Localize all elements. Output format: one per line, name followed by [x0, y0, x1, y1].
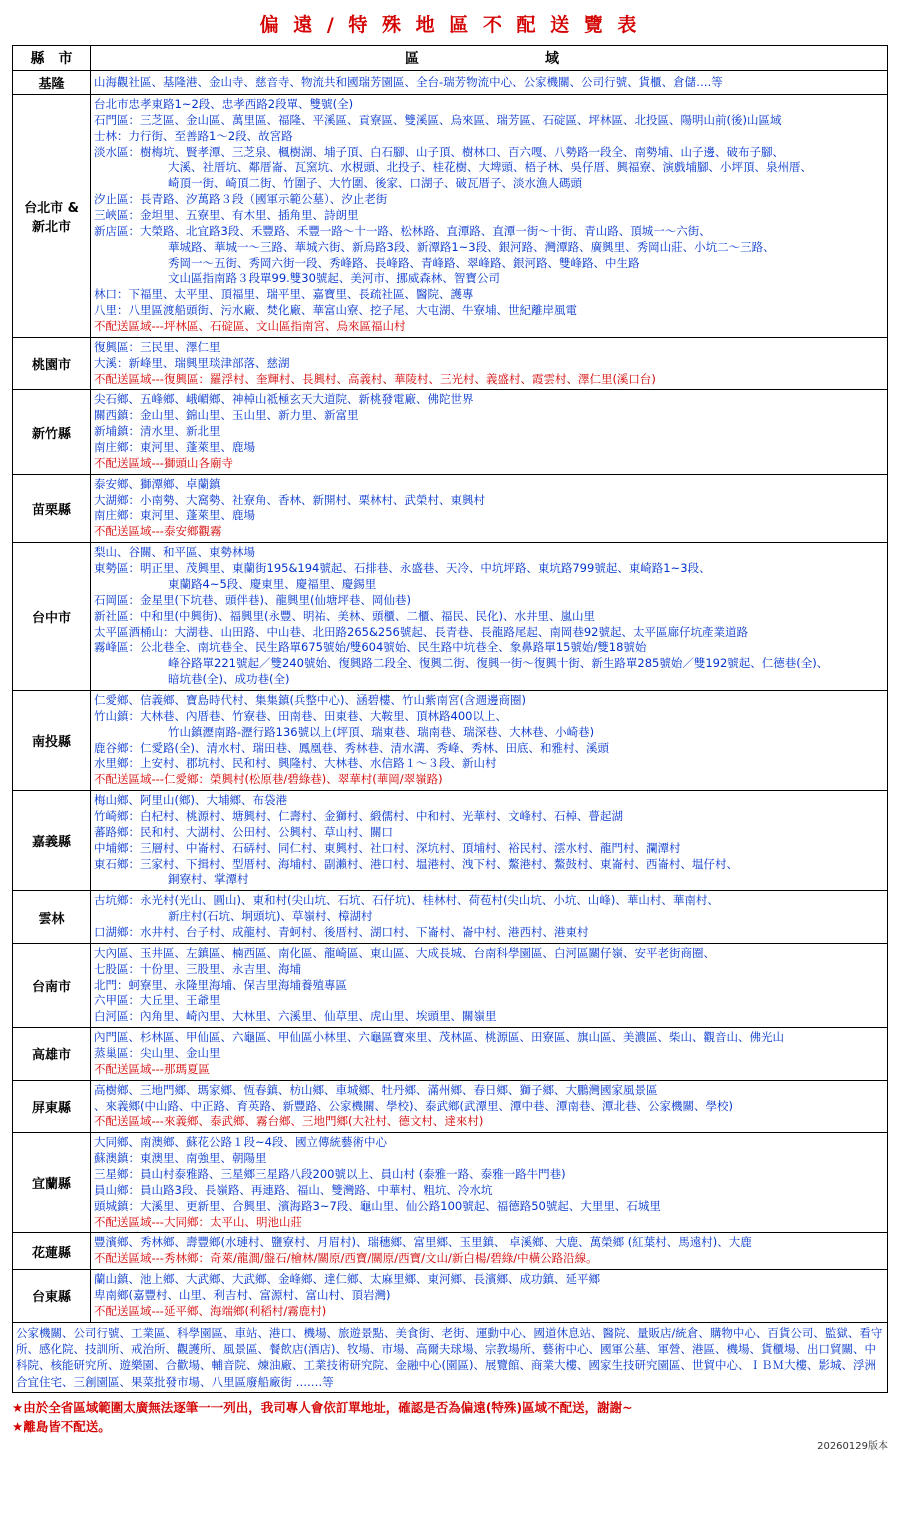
area-line: 南庄鄉：東河里、蓬萊里、鹿場 [94, 440, 255, 455]
area-line: 不配送區域---秀林鄉：奇萊/龍澗/盤石/檜林/關原/西寶/關原/西寶/文山/新白楊/碧綠/中橫公路沿線。 [94, 1251, 598, 1266]
row-city: 苗栗縣 [13, 474, 91, 542]
area-line: 大同鄉、南澳鄉、蘇花公路１段~4段、國立傳統藝術中心 [94, 1135, 387, 1150]
row-city: 高雄市 [13, 1028, 91, 1081]
area-line: 北門：蚵寮里、永隆里海埔、保吉里海埔養殖專區 [94, 977, 347, 992]
area-line: 大溪：新峰里、瑞興里琰津部落、慈湖 [94, 355, 290, 370]
area-line: 白河區：內角里、崎內里、大林里、六溪里、仙草里、虎山里、埃頭里、關嶺里 [94, 1009, 497, 1024]
area-line: 中埔鄉：三層村、中崙村、石硦村、同仁村、東興村、社口村、深坑村、頂埔村、裕民村、澐水村、龍門村、瀾潭村 [94, 840, 681, 855]
table-row [13, 95, 888, 338]
table-footer [13, 1322, 888, 1392]
area-line: 高樹鄉、三地門鄉、瑪家鄉、恆春鎮、枋山鄉、車城鄉、牡丹鄉、滿州鄉、春日鄉、獅子鄉、大鵬灣國家風景區 [94, 1082, 658, 1097]
area-line: 關西鎮：金山里、錦山里、玉山里、新力里、新富里 [94, 408, 359, 423]
area-line: 八里：八里區渡船頭街、污水廠、焚化廠、華富山寮、挖子尾、大屯湖、牛寮埔、世紀離岸風電 [94, 303, 577, 318]
table-row [13, 891, 888, 944]
row-city: 台南市 [13, 943, 91, 1027]
row-city: 桃園市 [13, 337, 91, 390]
table-row [13, 1270, 888, 1323]
row-area [91, 1028, 888, 1081]
area-line: 蘇澳鎮：東澳里、南強里、朝陽里 [94, 1151, 267, 1166]
header-city: 縣 市 [13, 46, 91, 71]
area-line: 、來義鄉(中山路、中正路、育英路、新豐路、公家機關、學校)、泰武鄉(武潭里、潭中巷、潭南巷、潭北巷、公家機關、學校) [94, 1098, 733, 1113]
area-line: 蕃路鄉：民和村、大湖村、公田村、公興村、草山村、關口 [94, 824, 393, 839]
area-line: 霧峰區：公北巷全、南坑巷全、民生路單675號始/雙604號始、民生路中坑巷全、象鼻路單15號始/雙18號始 [94, 640, 647, 655]
area-line: 員山鄉：員山路3段、長嶺路、再連路、福山、雙灣路、中華村、粗坑、冷水坑 [94, 1182, 493, 1197]
area-line: 淡水區：樹梅坑、賢孝潭、三芝泉、楓樹湖、埔子頂、白石腳、山子頂、樹林口、百六嘎、八勢路一段全、南勢埔、山子邊、破布子腳、 [94, 144, 784, 159]
table-row [13, 1080, 888, 1133]
area-line: 秀岡一～五街、秀岡六街一段、秀峰路、長峰路、青峰路、翠峰路、銀河路、雙峰路、中生路 [168, 255, 640, 270]
row-city: 台中市 [13, 543, 91, 691]
row-city: 台北市 & 新北市 [13, 95, 91, 338]
row-area [91, 71, 888, 95]
area-line: 東石鄉：三家村、下揖村、型厝村、海埔村、副瀨村、港口村、塭港村、洩下村、鰲港村、鰲鼓村、東崙村、西崙村、塭仔村、 [94, 856, 738, 871]
area-line: 大溪、社厝坑、鄰厝崙、瓦窯坑、水梘頭、北投子、桂花樹、大埤頭、梧子林、吳仔厝、興福寮、演戲埔腳、小坪頂、泉州厝、 [168, 160, 812, 175]
table-row [13, 1028, 888, 1081]
area-line: 華城路、華城一～三路、華城六街、新烏路3段、新潭路1~3段、銀河路、灣潭路、廣興里、秀岡山莊、小坑二～三路、 [168, 239, 775, 254]
area-line: 竹崎鄉：白杞村、桃源村、塘興村、仁壽村、金獅村、緞儒村、中和村、光華村、文峰村、石棹、瞢起湖 [94, 808, 623, 823]
area-line: 不配送區域---來義鄉、泰武鄉、霧台鄉、三地門鄉(大社村、德文村、達來村) [94, 1114, 484, 1129]
header-area: 區 域 [91, 46, 888, 71]
area-line: 泰安鄉、獅潭鄉、卓蘭鎮 [94, 476, 221, 491]
row-city: 南投縣 [13, 690, 91, 790]
area-line: 崎頂一街、崎頂二街、竹圍子、大竹圍、後家、口湖子、破瓦厝子、淡水漁人碼頭 [168, 176, 582, 191]
footer-general-note: 公家機關、公司行號、工業區、科學園區、車站、港口、機場、旅遊景點、美食街、老街、運動中心、國道休息站、醫院、量販店/統倉、購物中心、百貨公司、監獄、看守所、感化院、技訓所、戒治所、觀護所、風景區、餐飲店(酒店)、牧場、市場、高爾夫球場、宗教場所、藝術中心、國軍公墓、軍營、港區、機場、貨櫃場、出口貿關、中科院、核能研究所、遊樂園、合歡場、輔音院、煉油廠、工業技術研究院、金融中心(園區)、展覽館、商業大樓、國家生技研究園區、世貿中心、ＩＢＭ大樓、影城、浮洲合宜住宅、三創園區、果菜批發市場、八里區廢船廠街 ….…等 [13, 1322, 888, 1392]
area-line: 太平區酒桶山：大湖巷、山田路、中山巷、北田路265&256號起、長青巷、長龍路尾起、南岡巷92號起、太平區廍仔坑產業道路 [94, 624, 748, 639]
area-line: 銅寮村、掌潭村 [168, 872, 249, 887]
row-area [91, 943, 888, 1027]
bottom-notes [12, 1399, 888, 1437]
area-line: 不配送區域---那瑪夏區 [94, 1061, 210, 1076]
row-area [91, 891, 888, 944]
row-city: 嘉義縣 [13, 791, 91, 891]
area-line: 暗坑巷(全)、成功巷(全) [168, 672, 290, 687]
table-row [13, 690, 888, 790]
area-line: 新庄村(石坑、坰頭坑)、草嶺村、樟湖村 [168, 909, 373, 924]
area-line: 不配送區域---坪林區、石碇區、文山區指南宮、烏來區福山村 [94, 319, 406, 334]
area-line: 梅山鄉、阿里山(鄉)、大埔鄉、布袋港 [94, 793, 287, 808]
area-line: 水里鄉：上安村、郡坑村、民和村、興隆村、大林巷、水信路１～３段、新山村 [94, 756, 497, 771]
area-line: 不配送區域---延平鄉、海端鄉(利稻村/霧鹿村) [94, 1303, 327, 1318]
row-city: 花蓮縣 [13, 1233, 91, 1270]
table-row [13, 543, 888, 691]
table-row [13, 791, 888, 891]
area-line: 新埔鎮：清水里、新北里 [94, 424, 221, 439]
area-line: 士林：力行街、至善路1～2段、故宮路 [94, 128, 293, 143]
area-line: 七股區：十份里、三股里、永吉里、海埔 [94, 961, 301, 976]
area-line: 南庄鄉：東河里、蓬萊里、鹿場 [94, 508, 255, 523]
row-city: 新竹縣 [13, 390, 91, 474]
area-line: 山海觀社區、基隆港、金山寺、慈音寺、物流共和國瑞芳園區、全台-瑞芳物流中心、公家機關、公司行號、貨櫃、倉儲….等 [94, 74, 723, 89]
row-area [91, 791, 888, 891]
row-city: 屏東縣 [13, 1080, 91, 1133]
area-line: 三星鄉：員山村泰雅路、三星鄉三星路八段200號以上、員山村 (泰雅一路、泰雅一路牛門巷) [94, 1167, 566, 1181]
area-line: 東勢區：明正里、茂興里、東蘭街195&194號起、石排巷、永盛巷、天冷、中坑坪路、東坑路799號起、東崎路1~3段、 [94, 561, 711, 576]
row-area [91, 95, 888, 338]
area-line: 不配送區域---泰安鄉觀霧 [94, 524, 222, 539]
area-line: 不配送區域---獅頭山各廟寺 [94, 455, 233, 470]
area-line: 內門區、杉林區、甲仙區、六龜區、甲仙區小林里、六龜區寶來里、茂林區、桃源區、田寮區、旗山區、美濃區、柴山、觀音山、佛光山 [94, 1030, 784, 1045]
row-area [91, 1233, 888, 1270]
row-city: 宜蘭縣 [13, 1133, 91, 1233]
footer-row [13, 1322, 888, 1392]
row-city: 基隆 [13, 71, 91, 95]
area-line: 不配送區域---大同鄉：太平山、明池山莊 [94, 1214, 302, 1229]
version-stamp-wrap [12, 1437, 888, 1452]
row-area [91, 390, 888, 474]
delivery-exclusion-table [12, 45, 888, 1393]
area-line: 古坑鄉：永光村(光山、圓山)、東和村(尖山坑、石坑、石仔坑)、桂林村、荷苞村(尖山坑、小坑、山峰)、華山村、華南村、 [94, 893, 719, 908]
area-line: 卑南鄉(嘉豐村、山里、利吉村、富源村、富山村、頂岩灣) [94, 1288, 391, 1303]
table-row [13, 71, 888, 95]
area-line: 三峽區：金坦里、五寮里、有木里、插角里、詩朗里 [94, 208, 359, 223]
area-line: 汐止區：長青路、汐萬路３段（國軍示範公墓）、汐止老街 [94, 192, 388, 207]
area-line: 尖石鄉、五峰鄉、峨嵋鄉、神棹山祗極玄天大道院、新桃發電廠、佛陀世界 [94, 392, 474, 407]
area-line: 新社區：中和里(中興街)、福興里(永豐、明祐、美林、頭櫃、二櫃、福民、民化)、水井里、嵐山里 [94, 608, 595, 623]
area-line: 石門區：三芝區、金山區、萬里區、福隆、平溪區、貢寮區、雙溪區、烏來區、瑞芳區、石碇區、坪林區、北投區、陽明山前(後)山區域 [94, 112, 782, 127]
row-area [91, 1133, 888, 1233]
area-line: 復興區：三民里、澤仁里 [94, 339, 221, 354]
row-area [91, 474, 888, 542]
area-line: 頭城鎮：大溪里、更新里、合興里、濱海路3~7段、龜山里、仙公路100號起、福德路50號起、大里里、石城里 [94, 1198, 661, 1213]
row-city: 雲林 [13, 891, 91, 944]
area-line: 石岡區：金星里(下坑巷、頭伴巷)、龍興里(仙塘坪巷、岡仙巷) [94, 592, 411, 607]
area-line: 豐濱鄉、秀林鄉、壽豐鄉(水璉村、鹽寮村、月眉村)、瑞穗鄉、富里鄉、玉里鎮、 卓溪鄉、大鹿、萬榮鄉 (紅葉村、馬遠村)、大鹿 [94, 1235, 752, 1250]
table-row [13, 943, 888, 1027]
table-row [13, 474, 888, 542]
area-line: 大湖鄉：小南勢、大窩勢、社寮角、香林、新開村、栗林村、武榮村、東興村 [94, 492, 485, 507]
area-line: 林口：下福里、太平里、頂福里、瑞平里、嘉寶里、長疏社區、醫院、護專 [94, 287, 474, 302]
area-line: 竹山鎮瀝南路-瀝行路136號以上(坪頂、瑞東巷、瑞南巷、瑞深巷、大林巷、小崎巷) [168, 724, 595, 739]
area-line: 峰谷路單221號起／雙240號始、復興路二段全、復興二街、復興一街～復興十街、新生路單285號始／雙192號起、仁德巷(全)、 [168, 656, 829, 671]
area-line: 新店區：大榮路、北宜路3段、禾豐路、禾豐一路～十一路、松林路、直潭路、直潭一街～十街、青山路、頂城一～六街、 [94, 223, 711, 238]
row-area [91, 1080, 888, 1133]
table-row [13, 390, 888, 474]
table-row [13, 1233, 888, 1270]
area-line: 不配送區域---仁愛鄉：榮興村(松原巷/碧綠巷)、翠華村(華岡/翠嶺路) [94, 772, 443, 787]
area-line: 蘭山鎮、池上鄉、大武鄉、大武鄉、金峰鄉、達仁鄉、太麻里鄉、東河鄉、長濱鄉、成功鎮、延平鄉 [94, 1272, 600, 1287]
area-line: 文山區指南路３段單99.雙30號起、美河市、挪威森林、智寶公司 [168, 271, 500, 286]
area-line: 鹿谷鄉：仁愛路(全)、清水村、瑞田巷、鳳凰巷、秀林巷、清水溝、秀峰、秀林、田底、和雅村、溪頭 [94, 740, 609, 755]
row-area [91, 1270, 888, 1323]
area-line: 蒸巢區：尖山里、金山里 [94, 1045, 221, 1060]
area-line: 仁愛鄉、信義鄉、寶島時代村、集集鎮(兵整中心)、涵碧樓、竹山紫南宮(含週邊商圈) [94, 692, 526, 707]
row-area [91, 690, 888, 790]
table-row [13, 1133, 888, 1233]
area-line: 不配送區域---復興區：羅浮村、奎輝村、長興村、高義村、華陵村、三光村、義盛村、霞雲村、澤仁里(溪口台) [94, 371, 656, 386]
page-title: 偏 遠 / 特 殊 地 區 不 配 送 覽 表 [259, 14, 641, 36]
row-area [91, 337, 888, 390]
table-body [13, 46, 888, 1323]
table-row [13, 337, 888, 390]
area-line: 竹山鎮：大林巷、內厝巷、竹寮巷、田南巷、田東巷、大鞍里、頂林路400以上、 [94, 708, 507, 723]
note-line-2: ★離島皆不配送。 [12, 1418, 111, 1434]
area-line: 台北市忠孝東路1~2段、忠孝西路2段單、雙號(全) [94, 97, 354, 111]
area-line: 大內區、玉井區、左鎮區、楠西區、南化區、龍崎區、東山區、大成長城、台南科學園區、白河區關仔嶺、安平老街商圈、 [94, 945, 715, 960]
version-stamp: 20260129版本 [817, 1440, 888, 1452]
area-line: 東蘭路4~5段、慶東里、慶福里、慶錫里 [168, 576, 377, 591]
row-city: 台東縣 [13, 1270, 91, 1323]
table-header-row [13, 46, 888, 71]
note-line-1: ★由於全省區域範圍太廣無法逐筆一一列出，我司專人會依訂單地址，確認是否為偏遠(特殊)區域不配送，謝謝~ [12, 1400, 633, 1416]
row-area [91, 543, 888, 691]
area-line: 口湖鄉：水井村、台子村、成龍村、青蚵村、後厝村、湖口村、下崙村、崙中村、港西村、港東村 [94, 924, 589, 939]
area-line: 六甲區：大丘里、王爺里 [94, 993, 221, 1008]
area-line: 梨山、谷關、和平區、東勢林場 [94, 545, 255, 560]
